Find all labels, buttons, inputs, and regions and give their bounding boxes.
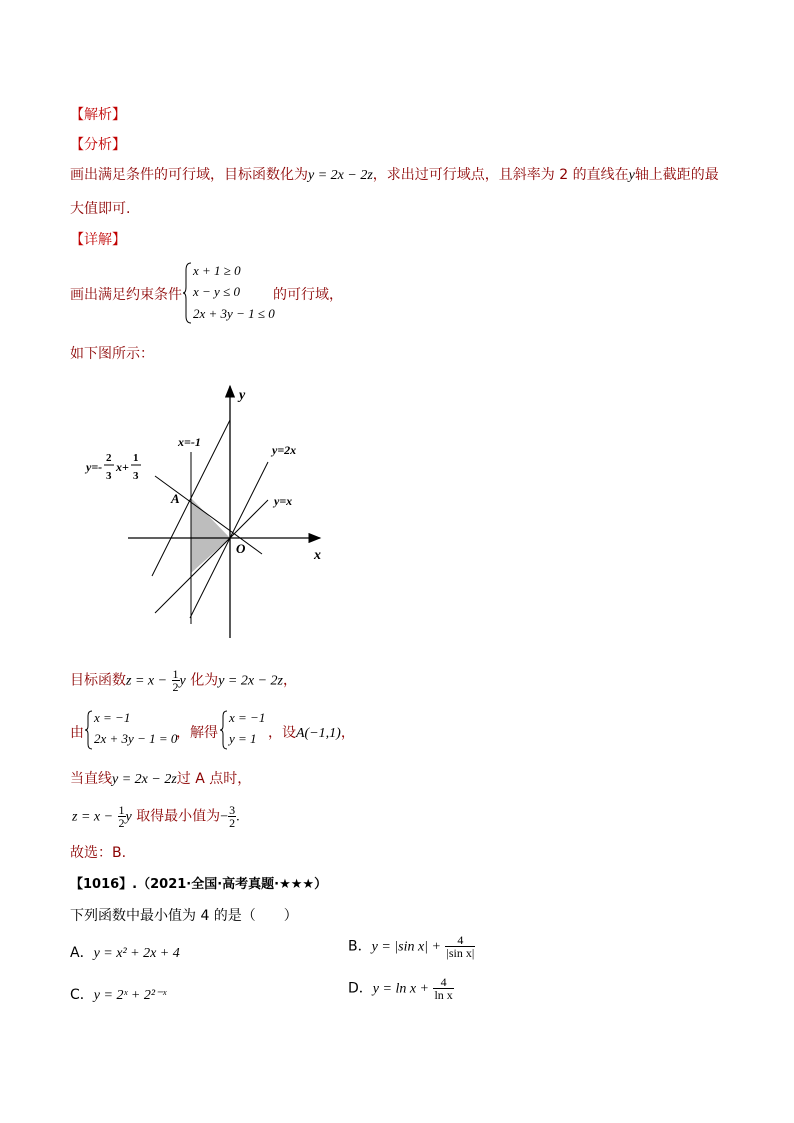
label-origin: O: [236, 541, 246, 556]
detail-text-c: 如下图所示：: [70, 346, 154, 362]
constraint-2: x − y ≤ 0: [193, 284, 240, 299]
label-line3-mid: x+: [116, 460, 129, 474]
step4-min-sign: −: [220, 809, 229, 825]
label-line3-frac2-num: 1: [133, 452, 139, 464]
option-c-expr: y = 2ˣ + 2²⁻ˣ: [93, 988, 167, 1003]
label-y-x: y=x: [274, 494, 293, 508]
constraint-brace: [183, 262, 193, 324]
step1-fraction: [172, 668, 180, 693]
step2-sys2-line2: y = 1: [229, 731, 257, 746]
analysis-text-a: 画出满足条件的可行域，目标函数化为: [70, 167, 308, 183]
feasible-region-graph: [80, 378, 350, 643]
option-d-fraction: [433, 976, 453, 1001]
step3-line: [70, 768, 251, 788]
step4-fraction: [118, 804, 126, 829]
step1-text-b: 化为: [190, 672, 219, 689]
label-line3-prefix: y=-: [86, 460, 103, 474]
step1-text-c: ，: [282, 672, 297, 689]
step2-sys1-line1: x = −1: [94, 710, 131, 725]
step2-brace-2: [220, 710, 228, 750]
step4-eq-b: y: [125, 809, 132, 825]
step4-text-a: 取得最小值为: [136, 808, 221, 825]
step2-point: A(−1,1): [296, 726, 341, 741]
step2-tail: [268, 722, 355, 742]
option-b-num: 4: [457, 933, 464, 947]
step4-min-fraction: [228, 804, 236, 829]
label-line3-frac1-den: 3: [106, 470, 112, 482]
option-b-label: B．: [348, 938, 372, 955]
problem-header: 【1016】.（2021·全国·高考真题·★★★）: [70, 877, 328, 892]
step2-text-d: ，: [340, 725, 355, 741]
step4-frac-den: 2: [118, 816, 125, 830]
step1-eq-c: y = 2x − 2z: [218, 673, 283, 689]
step3-text-b: 过 A 点时，: [176, 771, 252, 787]
section-label-jiexi: 【解析】: [70, 107, 126, 123]
option-d-expr: y = ln x +: [372, 981, 429, 997]
step4-min-den: 2: [229, 816, 236, 830]
step4-line: [72, 804, 240, 829]
answer-line: 故选：B.: [70, 845, 127, 861]
step1-text-a: 目标函数: [70, 672, 126, 689]
option-a[interactable]: [70, 942, 180, 962]
step2-text-c: ，设: [268, 725, 296, 741]
step2-sys1-line2: 2x + 3y − 1 = 0: [94, 731, 178, 746]
step1-frac-num: 1: [172, 667, 179, 681]
option-d-label: D．: [348, 980, 373, 997]
option-b[interactable]: [348, 934, 475, 959]
option-c-label: C．: [70, 987, 94, 1003]
section-label-fenxi: 【分析】: [70, 137, 126, 153]
label-x: x: [314, 548, 321, 563]
constraint-3: 2x + 3y − 1 ≤ 0: [193, 306, 275, 321]
step4-eq-a: z = x −: [72, 809, 114, 825]
option-a-expr: y = x² + 2x + 4: [93, 946, 180, 961]
step2-text-a: 由: [70, 725, 84, 741]
step4-end: .: [236, 809, 240, 825]
option-c[interactable]: [70, 984, 166, 1004]
label-point-A: A: [171, 491, 180, 506]
analysis-text-b: ，求出过可行域点，且斜率为 2 的直线在: [372, 167, 629, 183]
step2-text-b: ，解得: [176, 725, 218, 741]
problem-question: 下列函数中最小值为 4 的是（ ）: [70, 908, 298, 924]
step2-brace-1: [85, 710, 93, 750]
step1-frac-den: 2: [172, 680, 179, 694]
step4-min-num: 3: [229, 803, 236, 817]
detail-text-b: 的可行域，: [273, 287, 343, 303]
analysis-equation: y = 2x − 2z: [308, 168, 373, 183]
step3-eq: y = 2x − 2z: [112, 772, 177, 787]
option-b-den: |sin x|: [446, 946, 475, 960]
analysis-y-var: y: [628, 168, 635, 183]
analysis-line-2: 大值即可.: [70, 201, 131, 217]
analysis-line-1: [70, 164, 719, 184]
step1-eq-a: z = x −: [126, 673, 168, 689]
step1-line: [70, 668, 297, 693]
label-y: y: [239, 388, 246, 403]
label-line3-frac1-num: 2: [106, 452, 112, 464]
label-x-eq-neg1: x=-1: [178, 435, 201, 449]
step3-text-a: 当直线: [70, 771, 112, 787]
option-d-den: ln x: [434, 988, 453, 1002]
label-line3-frac2-den: 3: [133, 470, 139, 482]
detail-text-a: 画出满足约束条件: [70, 287, 182, 303]
constraint-1: x + 1 ≥ 0: [193, 263, 241, 278]
option-b-expr: y = |sin x| +: [371, 939, 441, 955]
step4-frac-num: 1: [118, 803, 125, 817]
section-label-xiangjie: 【详解】: [70, 232, 126, 248]
option-d-num: 4: [440, 975, 447, 989]
step1-eq-b: y: [179, 673, 186, 689]
feasible-region: [191, 498, 230, 573]
option-a-label: A．: [70, 945, 94, 961]
step2-sys2-line1: x = −1: [229, 710, 266, 725]
label-y-2x: y=2x: [272, 443, 297, 457]
option-b-fraction: [445, 934, 475, 959]
analysis-text-c: 轴上截距的最: [634, 167, 719, 183]
option-d[interactable]: [348, 976, 454, 1001]
